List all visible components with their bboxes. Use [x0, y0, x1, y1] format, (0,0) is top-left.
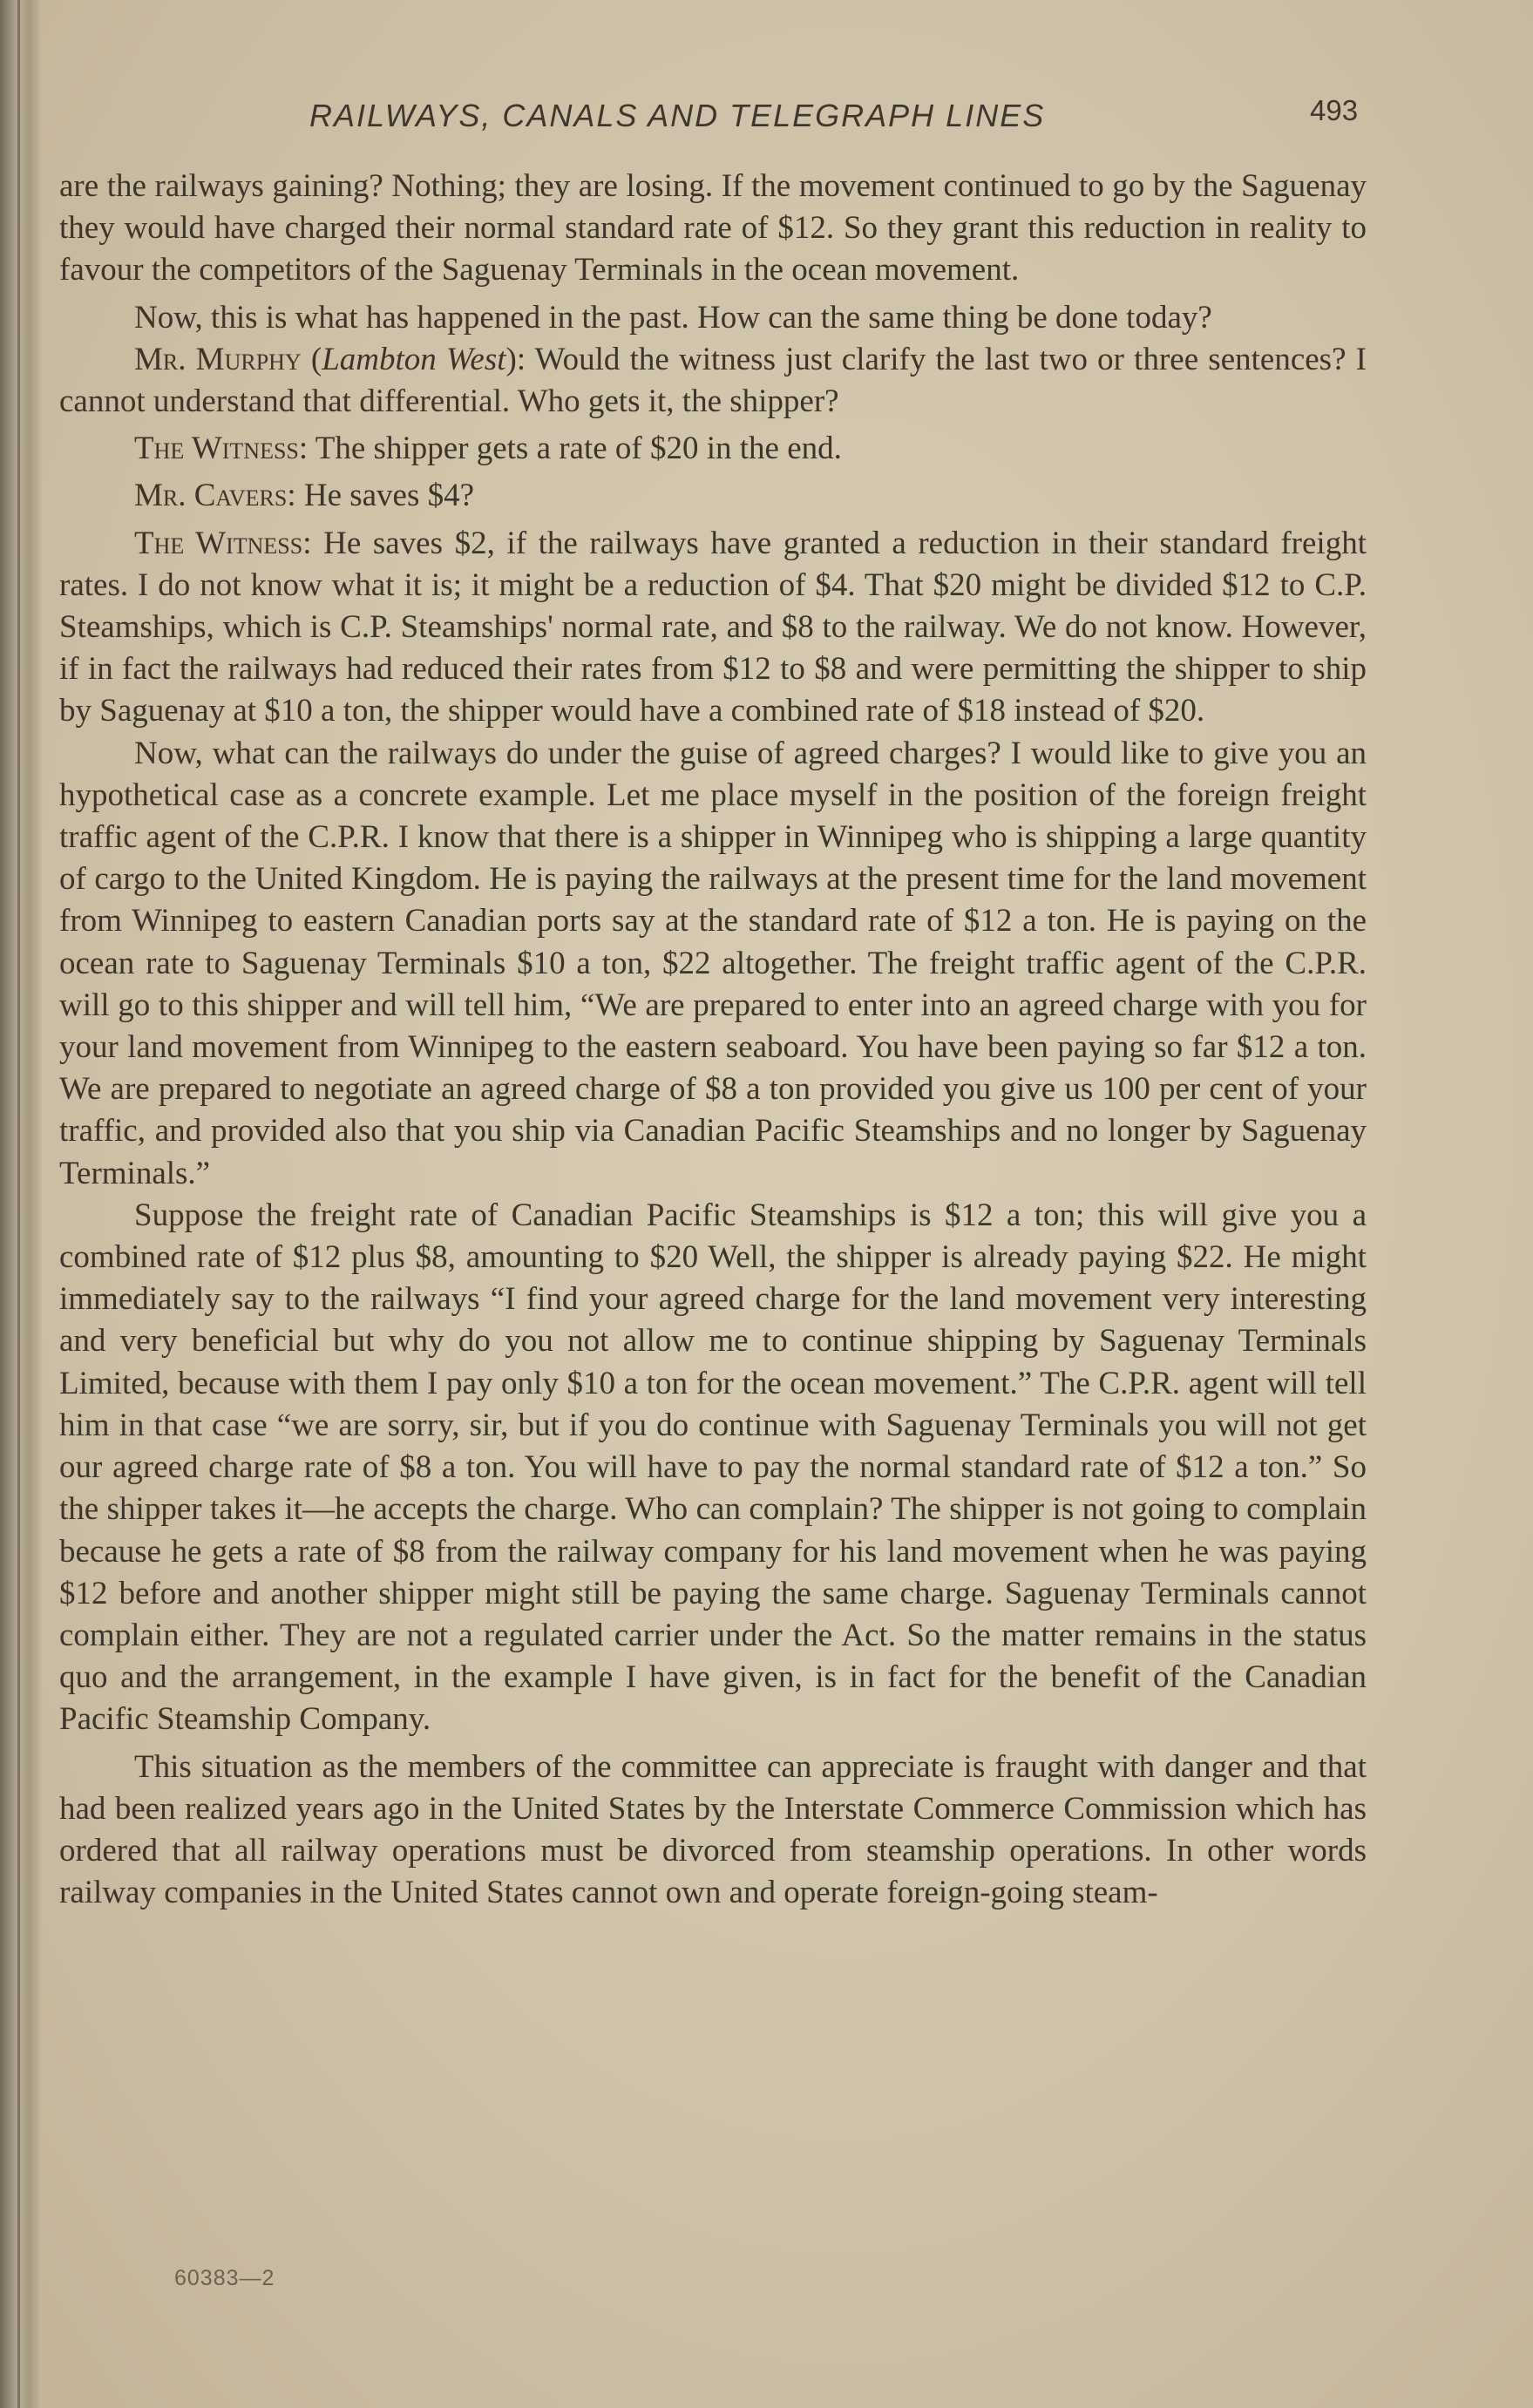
paragraph-text: The shipper gets a rate of $20 in the end.: [315, 431, 842, 467]
paragraph: [59, 297, 1367, 339]
speaker-affiliation: Lambton West: [322, 341, 506, 377]
paragraph-text: He saves $2, if the railways have granted a reduction in their standard freight rates. I do not know what it is; it might be a reduction of $4. That $20 might be divided $12 to C.P. Steamships, which is C.P. Steamships' normal rate, and $8 to the railway. We do not know. However, if in fact the railways had reduced their rates from $12 to $8 and were permitting the shipper to ship by Saguenay at $10 a ton, the shipper would have a combined rate of $18 instead of $20.: [59, 525, 1367, 729]
speaker-name: The Witness: [134, 525, 303, 561]
paragraph: Mr. Cavers: He saves $4?: [134, 478, 475, 514]
paragraph-text: Now, this is what has happened in the past. How can the same thing be done today?: [134, 299, 1212, 336]
paragraph: The Witness: He saves $2, if the railways have granted a reduction in their standard freight rates. I do not know what it is; it might be a reduction of $4. That $20 might be divided $12 to C.P. Steamships, which is C.P. Steamships' normal rate, and $8 to the railway. We do not know. However, if in fact the railways had reduced their rates from $12 to $8 and were permitting the shipper to ship by Saguenay at $10 a ton, the shipper would have a combined rate of $18 instead of $20.: [59, 525, 1367, 729]
footer-code: 60383—2: [174, 2266, 275, 2290]
page-header: [309, 94, 1359, 150]
paragraph: The Witness: The shipper gets a rate of $20 in the end.: [134, 431, 842, 467]
body-text: [59, 166, 1367, 1914]
paragraph-text: This situation as the members of the committee can appreciate is fraught with danger and that had been realized years ago in the United States by the Interstate Commerce Commission which has ordered that all railway operations must be divorced from steamship operations. In other words railway companies in the United States cannot own and operate foreign-going steam-: [59, 1748, 1367, 1911]
paragraph-text: Would the witness just clarify the last two or three sentences? I cannot understand that differential. Who gets it, the shipper?: [59, 341, 1367, 420]
paragraph: [59, 166, 1367, 292]
paragraph: [59, 1747, 1367, 1915]
paragraph: [59, 1195, 1367, 1741]
paragraph-text: are the railways gaining? Nothing; they are losing. If the movement continued to go by the Saguenay they would have charged their normal standard rate of $12. So they grant this reduction in reality to favour the competitors of the Saguenay Terminals in the ocean movement.: [59, 168, 1367, 288]
speaker-name: Mr. Murphy: [134, 341, 302, 377]
paragraph: [59, 733, 1367, 1195]
binding-shadow-line: [17, 0, 20, 2408]
book-binding-edge: [0, 0, 42, 2408]
paragraph-text: He saves $4?: [303, 478, 475, 514]
speaker-name: The Witness: [134, 431, 299, 467]
paragraph: Mr. Murphy (Lambton West): Would the witness just clarify the last two or three sentences? I cannot understand that differential. Who gets it, the shipper?: [59, 341, 1367, 420]
paragraph-text: Now, what can the railways do under the guise of agreed charges? I would like to give you an hypothetical case as a concrete example. Let me place myself in the position of the foreign freight traffic agent of the C.P.R. I know that there is a shipper in Winnipeg who is shipping a large quantity of cargo to the United Kingdom. He is paying the railways at the present time for the land movement from Winnipeg to eastern Canadian ports say at the standard rate of $12 a ton. He is paying on the ocean rate to Saguenay Terminals $10 a ton, $22 altogether. The freight traffic agent of the C.P.R. will go to this shipper and will tell him, “We are prepared to enter into an agreed charge with you for your land movement from Winnipeg to the eastern seaboard. You have been paying so far $12 a ton. We are prepared to negotiate an agreed charge of $8 a ton provided you give us 100 per cent of your traffic, and provided also that you ship via Canadian Pacific Steamships and no longer by Saguenay Terminals.”: [59, 735, 1367, 1191]
running-title: RAILWAYS, CANALS AND TELEGRAPH LINES: [309, 98, 1046, 133]
page-number: 493: [1310, 94, 1359, 126]
speaker-name: Mr. Cavers: [134, 478, 288, 514]
paragraph-text: Suppose the freight rate of Canadian Pacific Steamships is $12 a ton; this will give you a combined rate of $12 plus $8, amounting to $20 Well, the shipper is already paying $22. He might immediately say to the railways “I find your agreed charge for the land movement very interesting and very beneficial but why do you not allow me to continue shipping by Saguenay Terminals Limited, because with them I pay only $10 a ton for the ocean movement.” The C.P.R. agent will tell him in that case “we are sorry, sir, but if you do continue with Saguenay Terminals you will not get our agreed charge rate of $8 a ton. You will have to pay the normal standard rate of $12 a ton.” So the shipper takes it—he accepts the charge. Who can complain? The shipper is not going to complain because he gets a rate of $8 from the railway company for his land movement when he was paying $12 before and another shipper might still be paying the same charge. Saguenay Terminals cannot complain either. They are not a regulated carrier under the Act. So the matter remains in the status quo and the arrangement, in the example I have given, is in fact for the benefit of the Canadian Pacific Steamship Company.: [59, 1197, 1367, 1738]
